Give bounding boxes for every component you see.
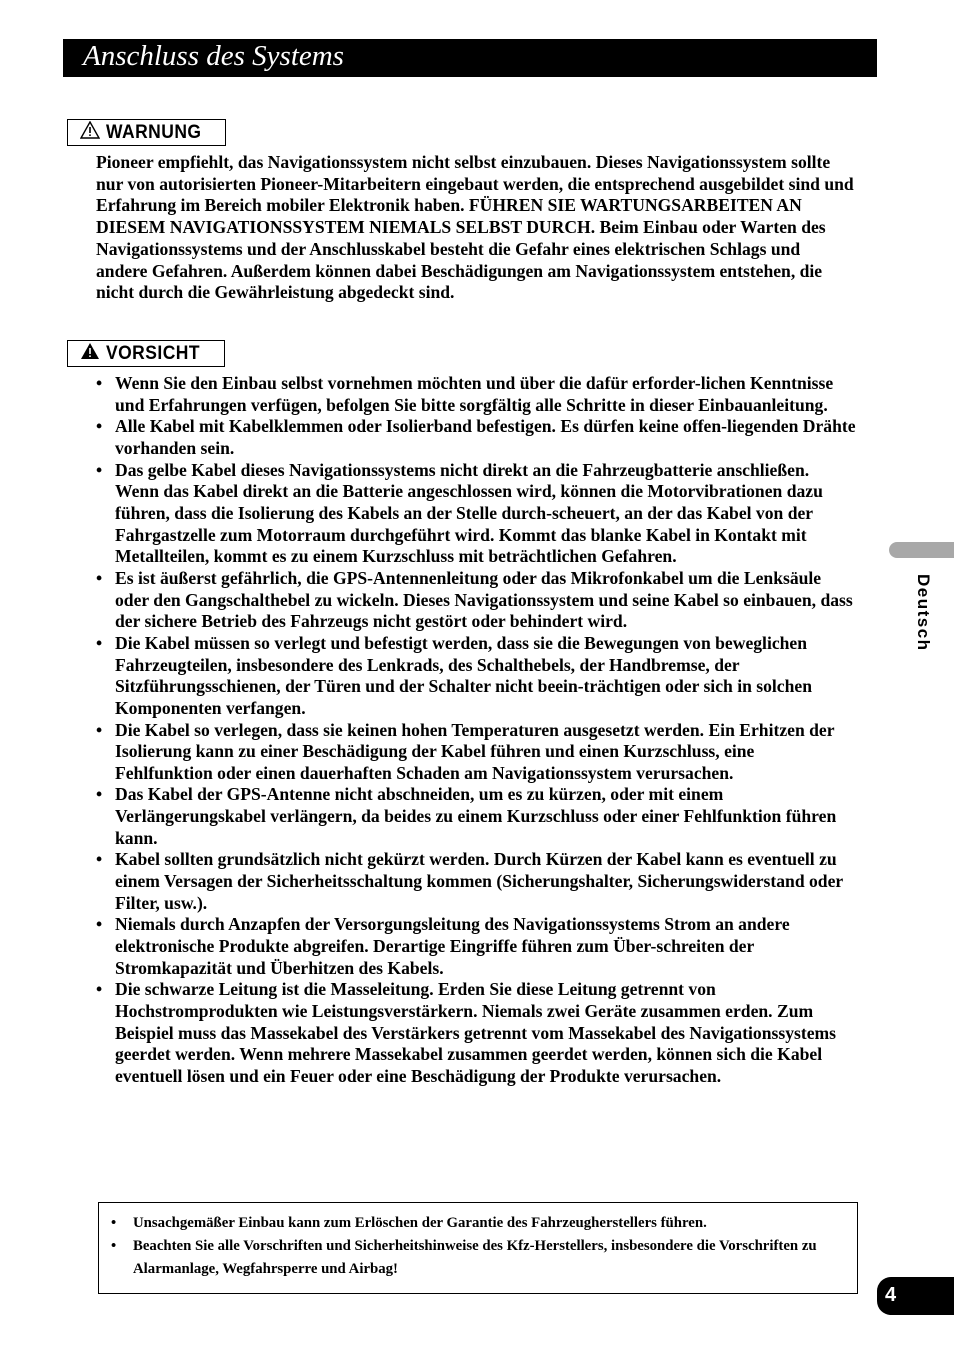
note-list <box>111 1212 846 1281</box>
language-tab-marker <box>889 542 954 558</box>
list-item: • Es ist äußerst gefährlich, die GPS-Antennenleitung oder das Mikrofonkabel um die Lenksäule oder den Gangschalthebel zu wickeln. Dieses Navigationssystem und seine Kabel so einbauen, dass der sichere Betrieb des Fahrzeugs nicht gestört oder behindert wird. <box>96 567 853 632</box>
note-box <box>98 1202 858 1294</box>
list-item: • Das Kabel der GPS-Antenne nicht abschneiden, um es zu kürzen, oder mit einem Verlängerungskabel verlängern, da beides zu einem Kurzschluss oder einer Fehlfunktion führen kann. <box>96 784 837 848</box>
list-item: • Kabel sollten grundsätzlich nicht gekürzt werden. Durch Kürzen der Kabel kann es eventuell zu einem Versagen der Sicherheitsschaltung kommen (Sicherungshalter, Sicherungswiderstand oder Filter, usw.). <box>96 849 843 913</box>
page-number-tab <box>877 1277 954 1315</box>
list-item: • Das gelbe Kabel dieses Navigationssystems nicht direkt an die Fahrzeugbatterie anschließen. Wenn das Kabel direkt an die Batterie angeschlossen wird, können die Motorvibrationen dazu führen, dass die Isolierung des Kabels an der Stelle durch-scheuert, an der das Kabel von der Fahrgastzelle zum Motorraum durchgeführt wird. Kommt das blanke Kabel in Kontakt mit Metallteilen, kommt es zu einem Kurzschluss mit beträchtlichen Gefahren. <box>96 459 823 567</box>
list-item: • Wenn Sie den Einbau selbst vornehmen möchten und über die dafür erforder-lichen Kenntnisse und Erfahrungen verfügen, befolgen Sie bitte sorgfältig alle Schritte in dieser Einbauanleitung. <box>96 373 834 415</box>
language-label: Deutsch <box>914 574 933 652</box>
warning-filled-icon <box>80 342 100 365</box>
list-item: • Die Kabel müssen so verlegt und befestigt werden, dass sie die Bewegungen von beweglichen Fahrzeugteilen, insbesondere des Lenkrads, des Schalthebels, der Handbremse, der Sitzführungsschienen, der Türen und der Schalter nicht beein-trächtigen oder sich in solchen Komponenten verfangen. <box>96 632 812 718</box>
list-item: • Die Kabel so verlegen, dass sie keinen hohen Temperaturen ausgesetzt werden. Ein Erhitzen der Isolierung kann zu einer Beschädigung der Kabel führen und einen Kurzschluss, eine Fehlfunktion oder einen dauerhaften Schaden am Navigationssystem verursachen. <box>96 719 835 783</box>
warning-label <box>67 119 226 146</box>
note-item: • Beachten Sie alle Vorschriften und Sicherheitshinweise des Kfz-Herstellers, insbesondere die Vorschriften zu Alarmanlage, Wegfahrsperre und Airbag! <box>111 1238 817 1277</box>
caution-list <box>96 373 856 1088</box>
caution-label-text: VORSICHT <box>106 342 201 364</box>
list-item: • Niemals durch Anzapfen der Versorgungsleitung des Navigationssystems Strom an andere elektronische Produkte abgreifen. Derartige Eingriffe führen zum Über-schreiten der Stromkapazität und Überhitzen des Kabels. <box>96 914 790 978</box>
note-item: • Unsachgemäßer Einbau kann zum Erlöschen der Garantie des Fahrzeugherstellers führen. <box>111 1215 707 1231</box>
warning-text: Pioneer empfiehlt, das Navigationssystem nicht selbst einzubauen. Dieses Navigationssystem sollte nur von autorisierten Pioneer-Mitarbeitern eingebaut werden, die entsprechend ausgebildet sind und Erfahrung im Bereich mobiler Elektronik haben. FÜHREN SIE WARTUNGSARBEITEN AN DIESEM NAVIGATIONSSYSTEM NIEMALS SELBST DURCH. Beim Einbau oder Warten des Navigationssystems und der Anschlusskabel besteht die Gefahr eines elektrischen Schlags und andere Gefahren. Außerdem können dabei Beschädigungen am Navigationssystem entstehen, die nicht durch die Gewährleistung abgedeckt sind. <box>96 152 854 303</box>
section-title-bar <box>63 39 877 77</box>
page-number: 4 <box>885 1284 897 1306</box>
page-title: Anschluss des Systems <box>83 40 344 72</box>
warning-label-text: WARNUNG <box>106 121 202 143</box>
warning-outline-icon <box>80 121 100 144</box>
list-item: • Alle Kabel mit Kabelklemmen oder Isolierband befestigen. Es dürfen keine offen-liegenden Drähte vorhanden sein. <box>96 416 856 458</box>
caution-label <box>67 340 225 367</box>
list-item: • Die schwarze Leitung ist die Masseleitung. Erden Sie diese Leitung getrennt von Hochstromprodukten wie Leistungsverstärkern. Niemals zwei Geräte zusammen erden. Zum Beispiel muss das Massekabel des Verstärkers getrennt vom Massekabel des Navigationssystems geerdet werden. Wenn mehrere Massekabel zusammen geerdet werden, können sich die Kabel eventuell lösen und ein Feuer oder eine Beschädigung der Produkte verursachen. <box>96 979 837 1086</box>
